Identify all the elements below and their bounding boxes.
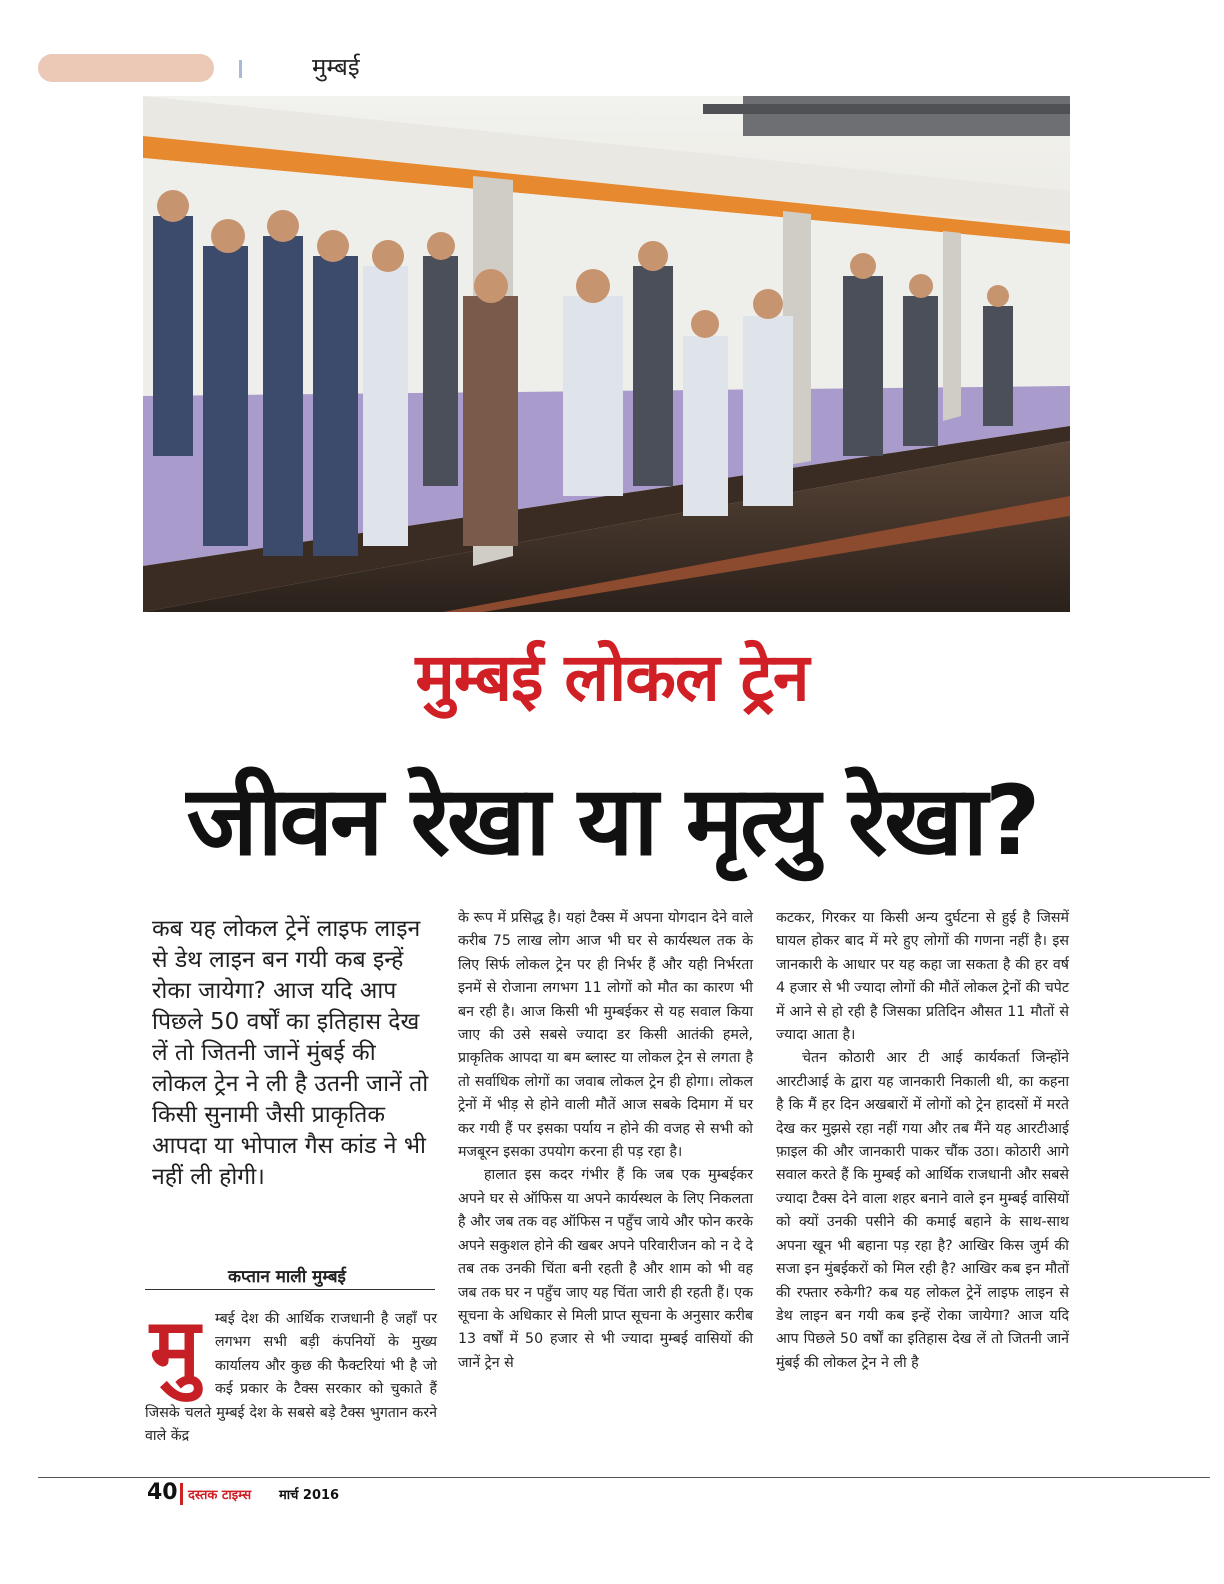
issue-date: मार्च 2016	[279, 1488, 340, 1503]
article-column-3	[776, 907, 1069, 1375]
commuter-train-photo	[143, 96, 1070, 612]
article-column-1	[145, 1300, 437, 1448]
headline-kicker: मुम्बई लोकल ट्रेन	[415, 639, 809, 716]
train-illustration	[143, 96, 1070, 612]
page-number: 40	[147, 1480, 178, 1505]
publication-name: दस्तक टाइम्स	[188, 1488, 252, 1503]
article-paragraph: चेतन कोठारी आर टी आई कार्यकर्ता जिन्होंने आरटीआई के द्वारा यह जानकारी निकाली थी, का कहना है कि मैं हर दिन अखबारों में लोगों को ट्रेन हादसों में मरते देख कर मुझसे रहा नहीं गया और तब मैंने यह आरटीआई फ़ाइल की और जानकारी पाकर चौंक उठा। कोठारी आगे सवाल करते हैं कि मुम्बई को आर्थिक राजधानी और सबसे ज्यादा टैक्स देने वाला शहर बनाने वाले इन मुम्बई वासियों को क्यों उनकी पसीने की कमाई बहाने के साथ-साथ अपना खून भी बहाना पड़ रहा है? आखिर किस जुर्म की सजा इन मुंबईकरों को मिल रही है? आखिर कब इन मौतों की रफ्तार रुकेगी? कब यह लोकल ट्रेनें लाइफ लाइन से डेथ लाइन बन गयी कब इन्हें रोका जायेगा? आज यदि आप पिछले 50 वर्षों का इतिहास देख लें तो जितनी जानें मुंबई की लोकल ट्रेन ने ली है	[776, 1050, 1069, 1371]
article-paragraph: कटकर, गिरकर या किसी अन्य दुर्घटना से हुई है जिसमें घायल होकर बाद में मरे हुए लोगों की गणना नहीं है। इस जानकारी के आधार पर यह कहा जा सकता है की हर वर्ष 4 हजार से भी ज्यादा लोगों की मौतें लोकल ट्रेनों की चपेट में आने से हो रही है जिसका प्रतिदिन औसत 11 मौतों से ज्यादा आता है।	[776, 910, 1069, 1044]
footer-rule	[38, 1477, 1210, 1478]
byline-rule	[145, 1289, 435, 1290]
byline: कप्तान माली मुम्बई	[228, 1267, 346, 1287]
article-paragraph: के रूप में प्रसिद्ध है। यहां टैक्स में अपना योगदान देने वाले करीब 75 लाख लोग आज भी घर से कार्यस्थल तक के लिए सिर्फ लोकल ट्रेन पर ही निर्भर हैं और यही निर्भरता इनमें से रोजाना लगभग 11 लोगों को मौत का कारण भी बन रही है। आज किसी भी मुम्बईकर से यह सवाल किया जाए की उसे सबसे ज्यादा डर किसी आतंकी हमले, प्राकृतिक आपदा या बम ब्लास्ट या लोकल ट्रेन से लगता है तो सर्वाधिक लोगों का जवाब लोकल ट्रेन ही होगा। लोकल ट्रेनों में भीड़ से होने वाली मौतें आज सबके दिमाग में घर कर गयी हैं पर इसका पर्याय न होने की वजह से सभी को मजबूरन इसका उपयोग करना ही पड़ रहा है।	[458, 910, 753, 1161]
article-paragraph: म्बई देश की आर्थिक राजधानी है जहाँ पर लगभग सभी बड़ी कंपनियों के मुख्य कार्यालय और कुछ की फैक्टरियां भी है जो कई प्रकार के टैक्स सरकार को चुकाते हैं जिसके चलते मुम्बई देश के सबसे बड़े टैक्स भुगतान करने वाले केंद्र	[145, 1311, 437, 1445]
article-column-2	[458, 907, 753, 1375]
dropcap: मु	[149, 1300, 201, 1398]
header-decoration-pill	[38, 54, 214, 82]
footer-accent-bar	[180, 1483, 183, 1505]
lead-paragraph: कब यह लोकल ट्रेनें लाइफ लाइन से डेथ लाइन बन गयी कब इन्हें रोका जायेगा? आज यदि आप पिछले 50 वर्षों का इतिहास देख लें तो जितनी जानें मुंबई की लोकल ट्रेन ने ली है उतनी जानें तो किसी सुनामी जैसी प्राकृतिक आपदा या भोपाल गैस कांड ने भी नहीं ली होगी।	[152, 916, 429, 1190]
headline-title: जीवन रेखा या मृत्यु रेखा?	[186, 765, 1038, 877]
article-paragraph: हालात इस कदर गंभीर हैं कि जब एक मुम्बईकर अपने घर से ऑफिस या अपने कार्यस्थल के लिए निकलता है और जब तक वह ऑफिस न पहुँच जाये और फोन करके अपने सकुशल होने की खबर अपने परिवारीजन को न दे दे तब तक उनकी चिंता बनी रहती है और शाम को भी वह जब तक घर न पहुँच जाए यह चिंता जारी ही रहती हैं। एक सूचना के अधिकार से मिली प्राप्त सूचना के अनुसार करीब 13 वर्षों में 50 हजार से भी ज्यादा मुम्बई वासियों की जानें ट्रेन से	[458, 1167, 753, 1371]
section-label: मुम्बई	[312, 53, 360, 81]
header-divider	[239, 60, 242, 78]
